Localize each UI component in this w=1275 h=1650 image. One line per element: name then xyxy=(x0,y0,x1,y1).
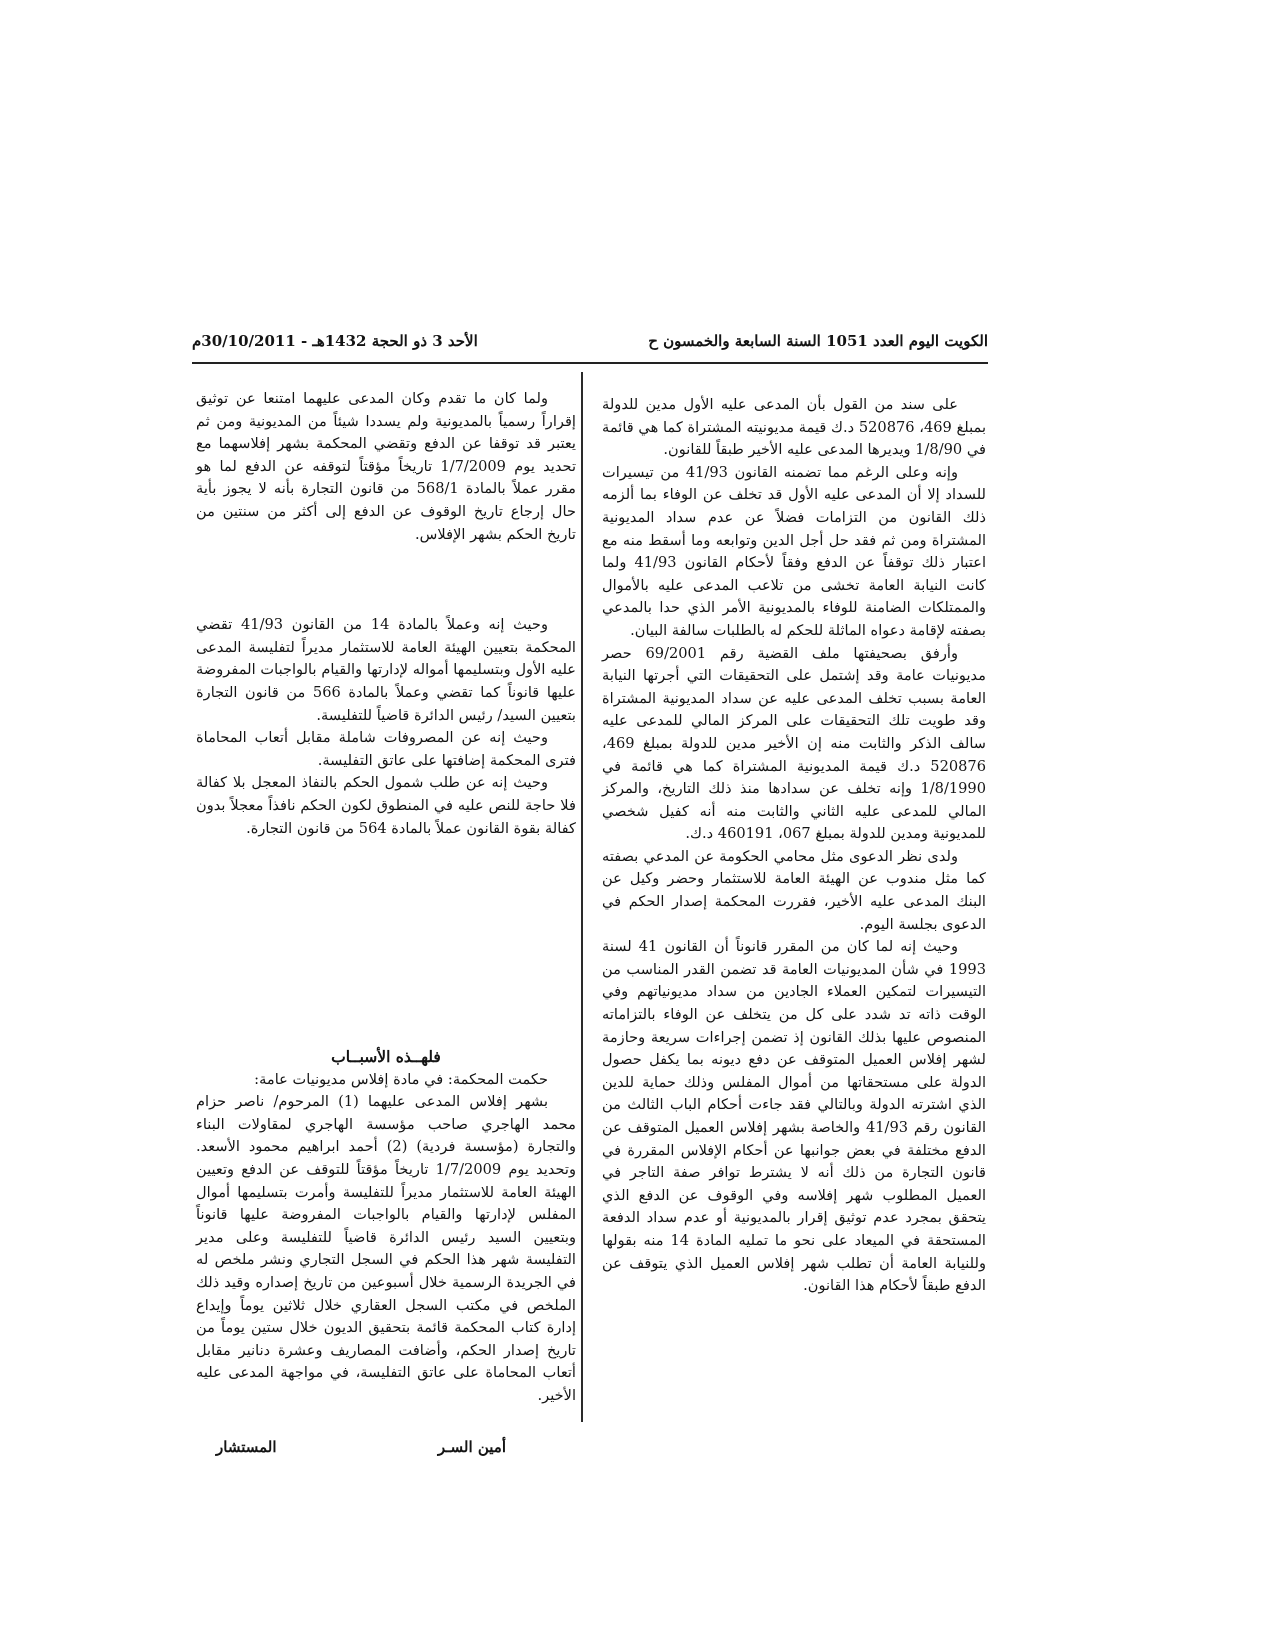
signatures xyxy=(196,1436,576,1462)
page-header xyxy=(192,332,988,358)
left-column xyxy=(196,388,576,1462)
right-column xyxy=(602,394,986,1298)
paragraph: وأرفق بصحيفتها ملف القضية رقم 69/2001 حصر مديونيات عامة وقد إشتمل على التحقيقات التي أجرتها النيابة العامة بسبب تخلف المدعى عليه عن سداد المديونية المشتراة وقد طويت تلك التحقيقات على المركز المالي للمدعى عليه سالف الذكر والثابت منه إن الأخير مدين للدولة بمبلغ 469، 520876 د.ك قيمة المديونية المشتراة كما هي قائمة في 1/8/1990 وإنه تخلف عن سدادها منذ ذلك التاريخ، والمركز المالي للمدعى عليه الثاني والثابت منه أنه كفيل شخصي للمديونية ومدين للدولة بمبلغ 067، 460191 د.ك. xyxy=(602,644,986,843)
paragraph: ولما كان ما تقدم وكان المدعى عليهما امتنعا عن توثيق إقراراً رسمياً بالمديونية ولم يسددا شيئاً من المديونية ومن ثم يعتبر قد توقفا عن الدفع وتقضي المحكمة بشهر إفلاسهما مع تحديد يوم 1/7/2009 تاريخاً مؤقتاً لتوقفه عن الدفع لما هو مقرر عملاً بالمادة 568/1 من قانون التجارة بأنه لا يجوز بأية حال إرجاع تاريخ الوقوف عن الدفع إلى أكثر من سنتين من تاريخ الحكم بشهر الإفلاس. xyxy=(196,390,577,543)
header-rule xyxy=(192,362,988,364)
paragraph: وحيث إنه وعملاً بالمادة 14 من القانون 41/93 تقضي المحكمة بتعيين الهيئة العامة للاستثمار مديراً لتفليسة المدعى عليه الأول وبتسليمها أمواله لإدارتها والقيام بالواجبات المفروضة عليها قانوناً كما تقضي وعملاً بالمادة 566 من قانون التجارة بتعيين السيد/ رئيس الدائرة قاضياً للتفليسة. xyxy=(196,616,576,724)
section-title: فلهــذه الأسبــاب xyxy=(331,1047,441,1067)
paragraph: وحيث إنه لما كان من المقرر قانوناً أن القانون 41 لسنة 1993 في شأن المديونيات العامة قد تضمن القدر المناسب من التيسيرات لتمكين العملاء الجادين من سداد مديونياتهم وفي الوقت ذاته تد شدد على كل من يتخلف عن الوفاء بالتزاماته المنصوص عليها بذلك القانون إذ تضمن إجراءات سريعة وحازمة لشهر إفلاس العميل المتوقف عن دفع ديونه بما يكفل حصول الدولة على مستحقاتها من أموال المفلس وذلك حماية للدين الذي اشترته الدولة وبالتالي فقد جاءت أحكام الباب الثالث من القانون رقم 41/93 والخاصة بشهر إفلاس العميل المتوقف عن الدفع مختلفة في بعض جوانبها عن أحكام الإفلاس المقررة في قانون التجارة من ذلك أنه لا يشترط توافر صفة التاجر في العميل المطلوب شهر إفلاسه وفي الوقوف عن الدفع الذي يتحقق بمجرد عدم توثيق إقرار بالمديونية أو عدم سداد الدفعة المستحقة في الميعاد على نحو ما تمليه المادة 14 منه بقولها وللنيابة العامة أن تطلب شهر إفلاس العميل الذي يتوقف عن الدفع طبقاً لأحكام هذا القانون. xyxy=(602,938,987,1295)
paragraph: بشهر إفلاس المدعى عليهما (1) المرحوم/ ناصر حزام محمد الهاجري صاحب مؤسسة الهاجري لمقاولات البناء والتجارة (مؤسسة فردية) (2) أحمد ابراهيم محمود الأسعد. وتحديد يوم 1/7/2009 تاريخاً مؤقتاً للتوقف عن الدفع وتعيين الهيئة العامة للاستثمار مديراً للتفليسة وأمرت بتسليمها أموال المفلس لإدارتها والقيام بالواجبات المفروضة عليها قانوناً وبتعيين السيد رئيس الدائرة قاضياً للتفليسة وعلى مدير التفليسة شهر هذا الحكم في السجل التجاري ونشر ملخص له في الجريدة الرسمية خلال أسبوعين من تاريخ إصداره وقيد ذلك الملخص في مكتب السجل العقاري خلال ثلاثين يوماً وإيداع إدارة كتاب المحكمة قائمة بتحقيق الديون خلال ستين يوماً من تاريخ إصدار الحكم، وأضافت المصاريف وعشرة دنانير مقابل أتعاب المحاماة على عاتق التفليسة، في مواجهة المدعى عليه الأخير. xyxy=(196,1093,577,1404)
paragraph: حكمت المحكمة: في مادة إفلاس مديونيات عامة: xyxy=(254,1070,548,1088)
paragraph: وحيث إنه عن المصروفات شاملة مقابل أتعاب المحاماة فترى المحكمة إضافتها على عاتق التفليسة. xyxy=(196,729,576,769)
column-divider xyxy=(581,372,583,1422)
paragraph: وإنه وعلى الرغم مما تضمنه القانون 41/93 من تيسيرات للسداد إلا أن المدعى عليه الأول قد تخلف عن الوفاء بما ألزمه ذلك القانون من التزامات فضلاً عن عدم سداد المديونية المشتراة ومن ثم فقد حل أجل الدين وتوابعه وما أسقط منه مع اعتبار ذلك توقفاً عن الدفع وفقاً لأحكام القانون 41/93 ولما كانت النيابة العامة تخشى من تلاعب المدعى عليه بالأموال والممتلكات الضامنة للوفاء بالمديونية الأمر الذي حدا بالمدعي بصفته لإقامة دعواه الماثلة للحكم له بالطلبات سالفة البيان. xyxy=(602,463,986,639)
header-date: الأحد 3 ذو الحجة 1432هـ - 30/10/2011م xyxy=(192,332,478,350)
paragraph: على سند من القول بأن المدعى عليه الأول مدين للدولة بمبلغ 469، 520876 د.ك قيمة مديونيته المشتراة كما هي قائمة في 1/8/90 ويديرها المدعى عليه الأخير طبقاً للقانون. xyxy=(602,396,987,459)
paragraph: وحيث إنه عن طلب شمول الحكم بالنفاذ المعجل بلا كفالة فلا حاجة للنص عليه في المنطوق لكون الحكم نافذاً معجلاً بدون كفالة بقوة القانون عملاً بالمادة 564 من قانون التجارة. xyxy=(196,774,576,837)
header-publication-info: الكويت اليوم العدد 1051 السنة السابعة والخمسون ح xyxy=(648,332,988,350)
signature-counselor: المستشار xyxy=(216,1437,277,1456)
paragraph: ولدى نظر الدعوى مثل محامي الحكومة عن المدعي بصفته كما مثل مندوب عن الهيئة العامة للاستثمار وحضر وكيل عن البنك المدعى عليه الأخير، فقررت المحكمة إصدار الحكم في الدعوى بجلسة اليوم. xyxy=(602,847,986,933)
signature-secretary: أمين السـر xyxy=(437,1437,506,1456)
